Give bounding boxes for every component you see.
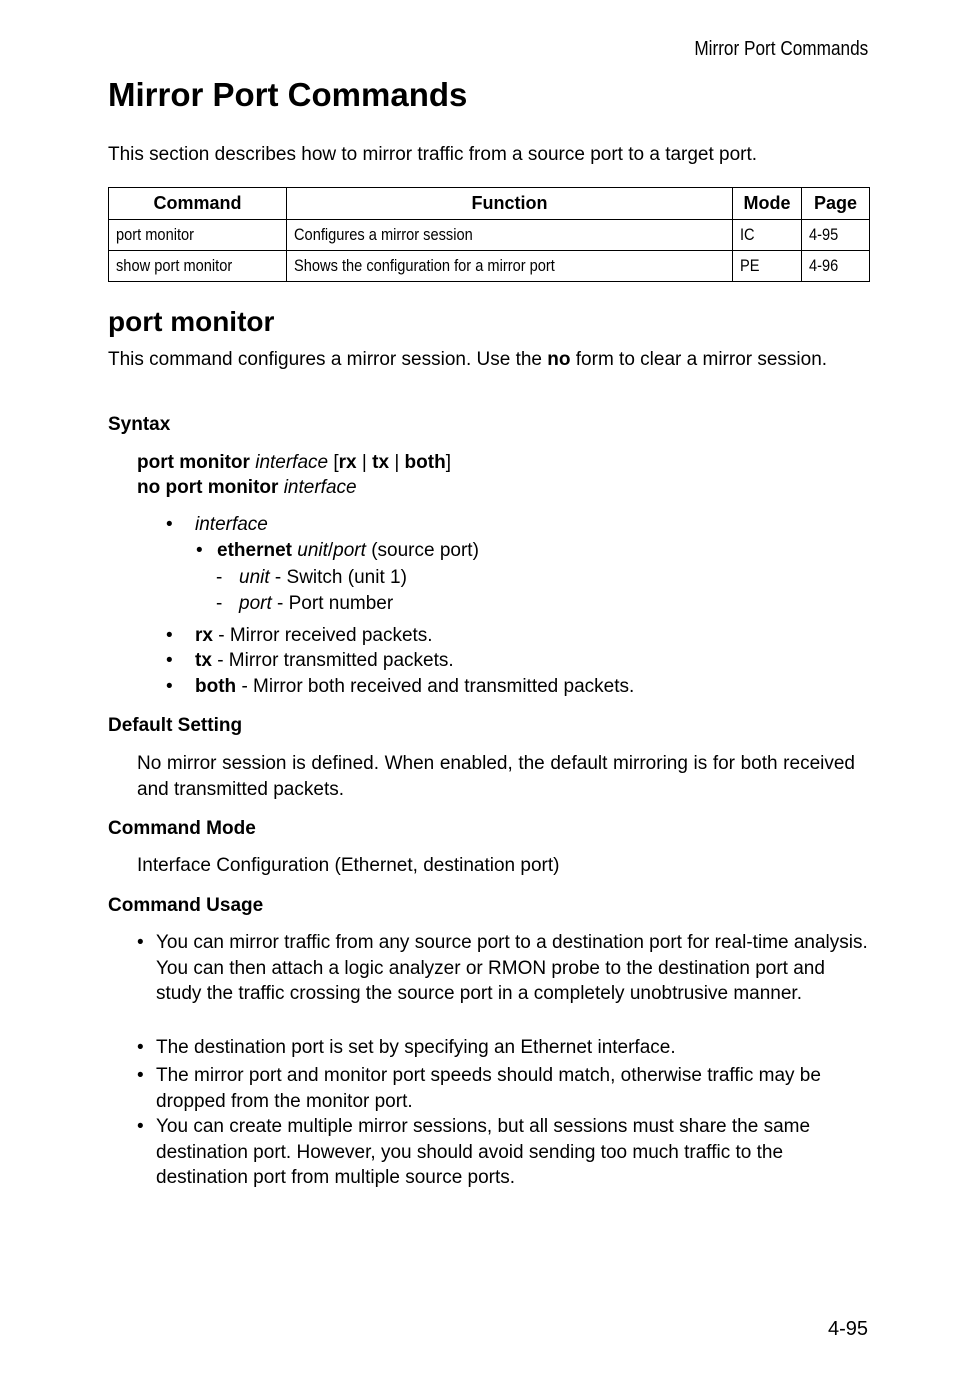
table-cell-mode: PE [733,251,802,282]
param-port: - port - Port number [216,593,394,614]
param-interface: • interface [166,514,268,535]
table-cell-mode: IC [733,220,802,251]
table-row [109,220,870,251]
table-cell-function: Configures a mirror session [287,220,733,251]
param-tx: • tx - Mirror transmitted packets. [166,650,454,671]
column-header-function: Function [287,188,733,220]
table-row [109,251,870,282]
table-cell-function: Shows the configuration for a mirror port [287,251,733,282]
section-title: port monitor [108,306,275,337]
page-title: Mirror Port Commands [108,76,468,113]
table-cell-command: port monitor [109,220,287,251]
syntax-line-1: port monitor interface [rx | tx | both] [137,452,451,473]
command-usage-heading: Command Usage [108,895,264,916]
running-header: Mirror Port Commands [694,38,868,60]
param-rx: • rx - Mirror received packets. [166,625,433,646]
param-both: • both - Mirror both received and transmitted packets. [166,676,635,697]
command-table [108,187,870,282]
table-cell-page: 4-95 [802,220,870,251]
column-header-page: Page [802,188,870,220]
param-ethernet: • ethernet unit/port (source port) [196,540,479,561]
section-description: This command configures a mirror session. Use the no form to clear a mirror session. [108,349,828,370]
table-header-row [109,188,870,220]
command-mode-heading: Command Mode [108,818,256,839]
column-header-command: Command [109,188,287,220]
table-cell-page: 4-96 [802,251,870,282]
table-cell-command: show port monitor [109,251,287,282]
syntax-heading: Syntax [108,414,171,435]
syntax-line-2: no port monitor interface [137,477,357,498]
default-setting-text: No mirror session is defined. When enabled, the default mirroring is for both received and transmitted packets. [137,753,855,800]
param-unit: - unit - Switch (unit 1) [216,567,407,588]
column-header-mode: Mode [733,188,802,220]
intro-paragraph: This section describes how to mirror traffic from a source port to a target port. [108,144,758,165]
page-number: 4-95 [827,1318,868,1340]
default-setting-heading: Default Setting [108,715,243,736]
command-mode-text: Interface Configuration (Ethernet, destination port) [137,855,560,876]
